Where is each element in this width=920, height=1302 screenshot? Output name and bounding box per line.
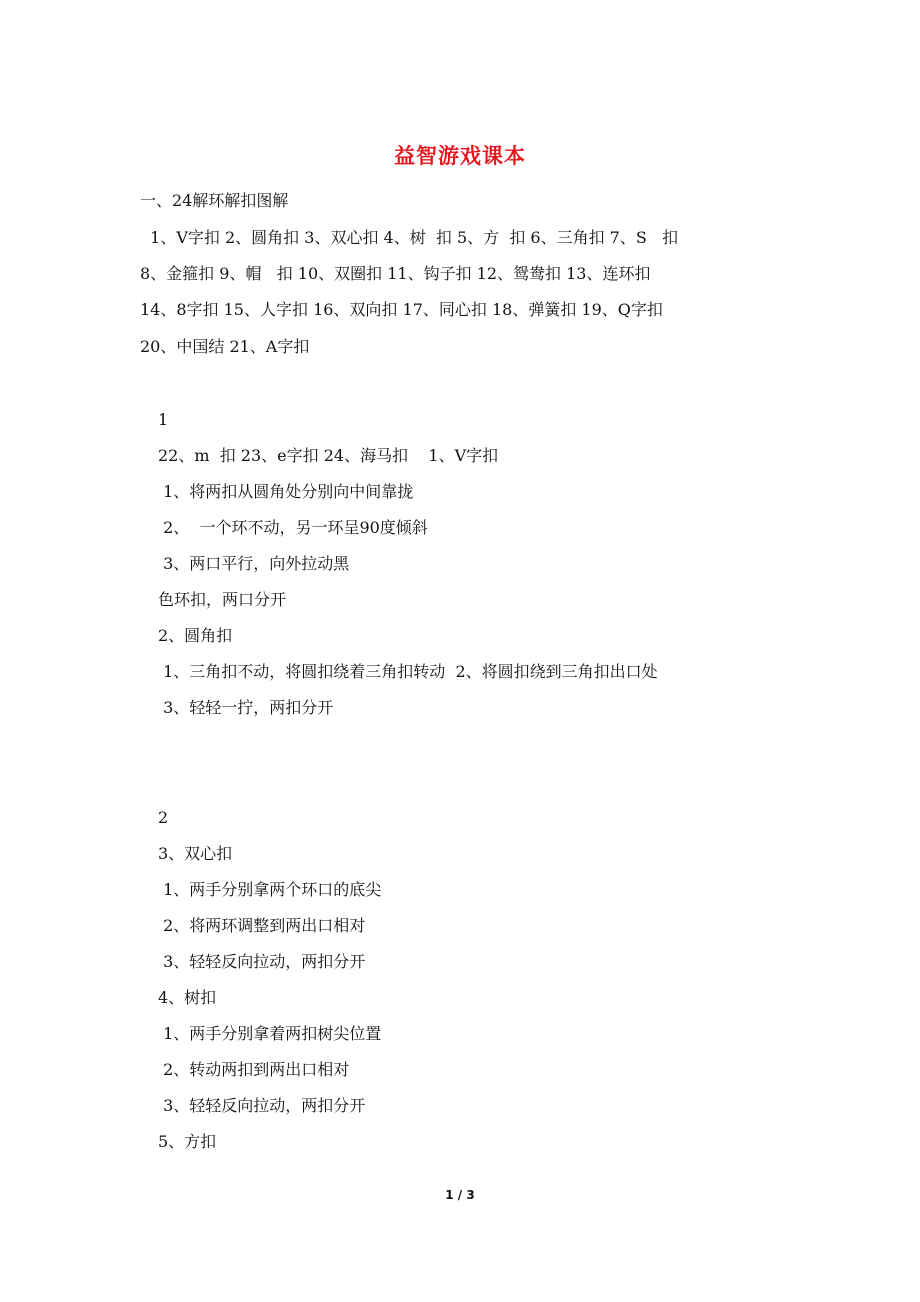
text-line: 2、 一个环不动，另一环呈90度倾斜 <box>158 518 428 537</box>
text-line: 2、转动两扣到两出口相对 <box>158 1060 350 1079</box>
text-line: 8、金箍扣 9、帽 扣 10、双圈扣 11、钩子扣 12、鸳鸯扣 13、连环扣 <box>140 264 651 283</box>
figure-number: 1 <box>158 410 169 429</box>
subsection-heading: 4、树扣 <box>158 988 217 1007</box>
text-line: 1、三角扣不动，将圆扣绕着三角扣转动 2、将圆扣绕到三角扣出口处 <box>158 662 658 681</box>
text-line: 22、m 扣 23、e字扣 24、海马扣 1、V字扣 <box>158 446 499 465</box>
subsection-heading: 5、方扣 <box>158 1132 217 1151</box>
text-line: 14、8字扣 15、人字扣 16、双向扣 17、同心扣 18、弹簧扣 19、Q字扣 <box>140 300 663 319</box>
text-line: 1、两手分别拿着两扣树尖位置 <box>158 1024 382 1043</box>
text-line: 2、将两环调整到两出口相对 <box>158 916 366 935</box>
page-number: 1 / 3 <box>445 1188 475 1202</box>
document-title: 益智游戏课本 <box>394 143 526 168</box>
section-heading: 一、24解环解扣图解 <box>140 191 289 210</box>
text-line: 色环扣，两口分开 <box>158 590 287 609</box>
text-line: 1、将两扣从圆角处分别向中间靠拢 <box>158 482 414 501</box>
text-line: 3、轻轻反向拉动，两扣分开 <box>158 1096 366 1115</box>
subsection-heading: 2、圆角扣 <box>158 626 233 645</box>
text-line: 3、两口平行，向外拉动黑 <box>158 554 350 573</box>
subsection-heading: 3、双心扣 <box>158 844 233 863</box>
text-line: 3、轻轻一拧，两扣分开 <box>158 698 334 717</box>
text-line: 1、V字扣 2、圆角扣 3、双心扣 4、树 扣 5、方 扣 6、三角扣 7、S 扣 <box>140 228 679 247</box>
text-line: 20、中国结 21、A字扣 <box>140 337 310 356</box>
text-line: 3、轻轻反向拉动，两扣分开 <box>158 952 366 971</box>
figure-number: 2 <box>158 808 169 827</box>
text-line: 1、两手分别拿两个环口的底尖 <box>158 880 382 899</box>
